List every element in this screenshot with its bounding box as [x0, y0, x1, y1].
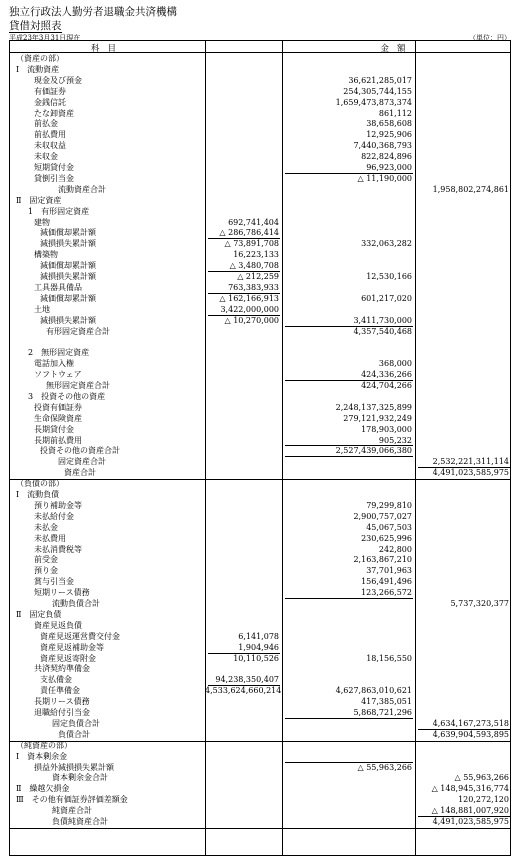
row-amount: 254,305,744,155 [343, 86, 412, 96]
row-label: 貸倒引当金 [34, 173, 74, 183]
row-label: たな卸資産 [34, 108, 74, 118]
row-amount: 279,121,932,249 [343, 413, 412, 423]
row-label: 資本剰余金合計 [52, 773, 108, 783]
row-amount: 7,440,368,793 [353, 141, 412, 151]
row-amount: 79,299,810 [366, 500, 412, 510]
row-label: 資産合計 [64, 468, 96, 478]
row-label: 投資その他の資産合計 [40, 446, 120, 456]
row-label: （負債の部） [16, 479, 64, 489]
row-amount: 4,627,863,010,621 [335, 686, 412, 696]
row-label: 減価償却累計額 [40, 261, 96, 271]
row-amount: △ 11,190,000 [357, 173, 412, 183]
row-label: 土地 [34, 304, 50, 314]
row-label: 未収収益 [34, 141, 66, 151]
row-amount: 2,248,137,325,899 [335, 402, 412, 412]
row-label: 退職給付引当金 [34, 708, 90, 717]
row-label: 損益外減損損失累計額 [34, 762, 114, 772]
row-label: （資産の部） [16, 54, 64, 63]
column-divider [205, 41, 206, 855]
row-amount: 4,491,023,585,975 [432, 817, 509, 826]
section-rule [10, 479, 510, 480]
row-label: 支払備金 [40, 675, 72, 685]
row-amount: 12,530,166 [366, 272, 412, 281]
item-column-header: 科目 [90, 44, 124, 54]
row-amount: 763,383,933 [228, 282, 279, 292]
row-label: 減損損失累計額 [40, 315, 96, 325]
underline-rule [285, 718, 413, 719]
row-label: 有価証券 [34, 86, 66, 96]
row-amount: 424,336,266 [361, 370, 412, 380]
row-label: Ⅰ 資本剰余金 [16, 751, 68, 761]
row-amount: 4,357,540,468 [353, 326, 412, 336]
row-label: Ⅱ 繰越欠損金 [16, 784, 70, 794]
row-amount: 156,491,496 [361, 577, 412, 587]
row-label: 固定負債合計 [52, 718, 100, 728]
row-label: 共済契約準備金 [34, 664, 90, 674]
row-label: Ⅰ 流動負債 [16, 490, 60, 499]
row-amount: 1,958,802,274,861 [432, 184, 509, 194]
row-amount: 601,217,020 [361, 293, 412, 303]
row-amount: 178,903,000 [361, 424, 412, 434]
row-amount: 905,232 [378, 435, 412, 445]
row-amount: △ 286,786,414 [219, 228, 279, 238]
row-label: 生命保険資産 [34, 413, 82, 423]
row-amount: 230,625,996 [361, 533, 412, 543]
row-amount: 94,238,350,407 [215, 675, 279, 685]
row-label: 未払給付金 [34, 511, 74, 521]
row-amount: △ 212,259 [237, 272, 279, 281]
row-amount: 2,527,439,066,380 [335, 446, 412, 456]
underline-rule [285, 598, 413, 599]
row-label: 構築物 [34, 250, 58, 260]
row-label: 未収金 [34, 152, 58, 162]
row-label: 減損損失累計額 [40, 239, 96, 249]
row-label: Ⅰ 流動資産 [16, 64, 60, 74]
row-label: 資産見返運営費交付金 [40, 631, 120, 641]
section-rule [10, 741, 510, 742]
row-amount: 96,923,000 [366, 163, 412, 172]
row-label: 長期貸付金 [34, 424, 74, 434]
row-amount: △ 148,945,316,774 [431, 784, 509, 794]
underline-rule [208, 293, 280, 294]
row-amount: 692,741,404 [228, 217, 279, 227]
row-label: 固定資産合計 [58, 457, 106, 467]
as-of-date: 平成23年3月31日現在 [9, 34, 81, 42]
underline-rule [418, 816, 510, 817]
row-amount: 5,868,721,296 [353, 708, 412, 717]
row-amount: 1,659,473,873,374 [335, 97, 412, 107]
row-label: 預り補助金等 [34, 500, 82, 510]
row-label: 3 投資その他の資産 [28, 391, 106, 401]
underline-rule [418, 729, 510, 730]
row-amount: 4,634,167,273,518 [432, 718, 509, 728]
row-amount: 18,156,550 [366, 653, 412, 663]
row-amount: △ 162,166,913 [219, 293, 279, 303]
row-label: 短期リース債務 [34, 588, 90, 598]
row-amount: △ 148,881,007,920 [431, 806, 509, 816]
row-label: 賞与引当金 [34, 577, 74, 587]
row-label: 純資産合計 [52, 806, 92, 816]
underline-rule [285, 445, 413, 446]
row-label: 建物 [34, 217, 50, 227]
row-amount: 36,621,285,017 [348, 75, 412, 85]
balance-sheet-table [9, 40, 511, 856]
row-label: 責任準備金 [40, 686, 80, 696]
underline-rule [285, 173, 413, 174]
row-amount: 16,223,133 [233, 250, 279, 260]
row-amount: △ 73,891,708 [224, 239, 279, 249]
row-label: 1 有形固定資産 [28, 206, 90, 216]
row-amount: 38,658,608 [366, 119, 412, 129]
row-amount: 45,067,503 [366, 522, 412, 532]
row-label: 未払費用 [34, 533, 66, 543]
underline-rule [285, 380, 413, 381]
underline-rule [285, 326, 413, 327]
row-amount: 424,704,266 [361, 381, 412, 390]
section-rule [10, 828, 510, 829]
underline-rule [285, 762, 413, 763]
row-amount: △ 3,480,708 [229, 261, 279, 271]
row-label: ソフトウェア [34, 370, 82, 380]
row-label: 減価償却累計額 [40, 293, 96, 303]
row-amount: 4,491,023,585,975 [432, 468, 509, 478]
row-amount: 123,266,572 [361, 588, 412, 598]
row-label: 減損損失累計額 [40, 272, 96, 281]
row-amount: 822,824,896 [361, 152, 412, 162]
row-label: 長期前払費用 [34, 435, 82, 445]
row-amount: 417,385,051 [361, 697, 412, 707]
underline-rule [285, 456, 413, 457]
row-label: 流動資産合計 [58, 184, 106, 194]
row-amount: 861,112 [378, 108, 412, 118]
row-label: 無形固定資産合計 [46, 381, 110, 390]
row-amount: 332,063,282 [361, 239, 412, 249]
row-label: 短期貸付金 [34, 163, 74, 172]
row-label: 2 無形固定資産 [28, 348, 90, 358]
row-amount: 368,000 [378, 359, 412, 369]
amount-column-header: 金額 [380, 44, 414, 54]
row-amount: 2,163,867,210 [353, 555, 412, 565]
underline-rule [208, 685, 280, 686]
underline-rule [208, 315, 280, 316]
row-label: Ⅲ その他有価証券評価差額金 [16, 795, 128, 805]
row-label: 有形固定資産合計 [46, 326, 110, 336]
row-label: 投資有価証券 [34, 402, 82, 412]
underline-rule [208, 271, 280, 272]
row-amount: 3,422,000,000 [220, 304, 279, 314]
row-label: 資産見返負債 [34, 620, 82, 630]
row-amount: 6,141,078 [238, 631, 279, 641]
row-amount: △ 55,963,266 [357, 762, 412, 772]
row-label: 工具器具備品 [34, 282, 82, 292]
row-label: 資産見返寄附金 [40, 653, 96, 663]
unit-note: （単位：円） [469, 34, 511, 42]
row-amount: 3,411,730,000 [353, 315, 412, 325]
row-amount: 1,904,946 [238, 642, 279, 652]
row-amount: 37,701,963 [366, 566, 412, 576]
row-label: 減価償却累計額 [40, 228, 96, 238]
row-label: 電話加入権 [34, 359, 74, 369]
row-label: 資産見返補助金等 [40, 642, 104, 652]
row-label: 未払金 [34, 522, 58, 532]
row-label: 負債純資産合計 [52, 817, 108, 826]
underline-rule [208, 653, 280, 654]
underline-rule [418, 467, 510, 468]
row-label: 負債合計 [58, 729, 90, 739]
row-amount: 2,900,757,027 [353, 511, 412, 521]
row-amount: 4,639,904,593,895 [432, 729, 509, 739]
underline-rule [208, 238, 280, 239]
row-amount: 10,110,526 [233, 653, 279, 663]
row-label: 前受金 [34, 555, 58, 565]
row-label: 流動負債合計 [52, 599, 100, 608]
row-amount: 5,737,320,377 [450, 599, 509, 608]
row-label: 未払消費税等 [34, 544, 82, 554]
row-amount: △ 55,963,266 [454, 773, 509, 783]
row-label: 長期リース債務 [34, 697, 90, 707]
row-amount: 4,533,624,660,214 [205, 686, 282, 696]
row-amount: △ 10,270,000 [224, 315, 279, 325]
row-amount: 12,925,906 [366, 130, 412, 140]
row-amount: 120,272,120 [458, 795, 509, 805]
row-amount: 242,800 [378, 544, 412, 554]
row-label: Ⅱ 固定資産 [16, 195, 62, 205]
row-label: Ⅱ 固定負債 [16, 609, 62, 619]
row-label: 現金及び預金 [34, 75, 82, 85]
row-label: 預り金 [34, 566, 58, 576]
organization-name: 独立行政法人勤労者退職金共済機構 [9, 6, 177, 18]
row-label: 金銭信託 [34, 97, 66, 107]
statement-title: 貸借対照表 [9, 20, 62, 32]
row-label: 前払金 [34, 119, 58, 129]
row-label: （純資産の部） [16, 740, 72, 750]
row-label: 前払費用 [34, 130, 66, 140]
row-amount: 2,532,221,311,114 [432, 457, 509, 467]
